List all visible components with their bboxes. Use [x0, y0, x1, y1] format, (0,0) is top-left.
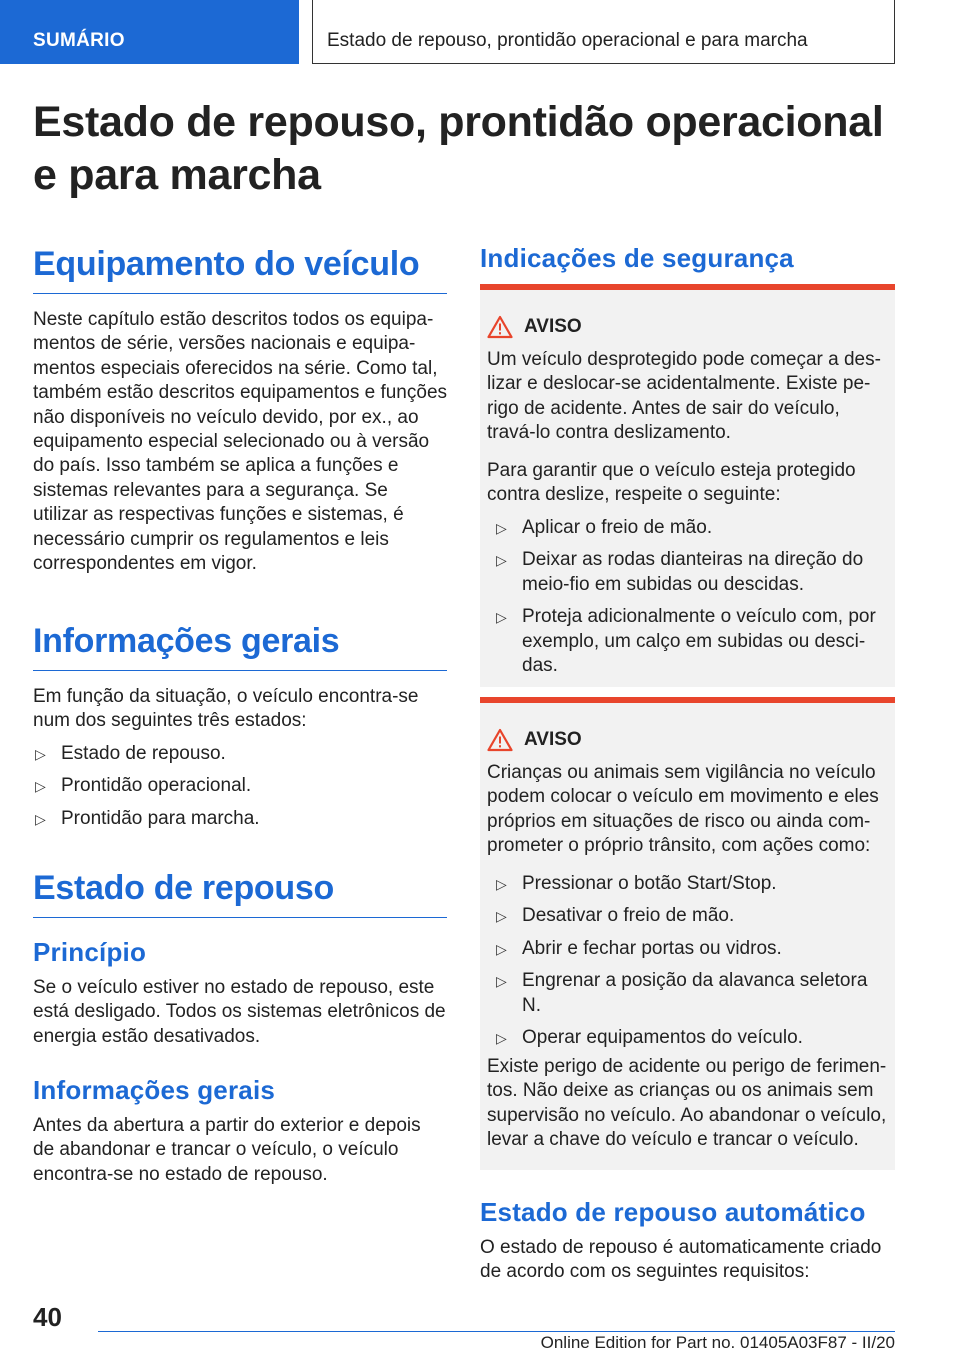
heading-informacoes-gerais-2: Informações gerais: [33, 1075, 276, 1105]
triangle-bullet-icon: ▷: [35, 810, 46, 827]
warning-body: Para garantir que o veículo esteja protegido contra deslize, respeite o seguinte:: [487, 460, 856, 506]
triangle-bullet-icon: ▷: [496, 520, 507, 536]
warning-box: [480, 284, 895, 687]
list-item: ▷ Aplicar o freio de mão.: [487, 516, 887, 540]
heading-equipamento: Equipamento do veículo: [33, 245, 447, 294]
triangle-bullet-icon: ▷: [496, 876, 507, 892]
list-item: ▷ Proteja adicionalmente o veículo com, por exemplo, um calço em subidas ou descidas.: [496, 606, 876, 677]
warning-list: [487, 516, 887, 686]
heading-estado-repouso: Estado de repouso: [33, 869, 447, 918]
triangle-bullet-icon: ▷: [35, 778, 46, 795]
informacoes-body: Em função da situação, o veículo encontra-se num dos seguintes três estados:: [33, 686, 419, 732]
warning-list: [487, 872, 887, 1058]
heading-informacoes-gerais: Informações gerais: [33, 622, 447, 671]
breadcrumb-label: Estado de repouso, prontidão operacional e para marcha: [327, 30, 808, 51]
warning-label: AVISO: [524, 729, 582, 750]
warning-triangle-icon: [487, 728, 513, 752]
list-item: ▷ Deixar as rodas dianteiras na direção do meio-fio em subidas ou descidas.: [496, 549, 864, 595]
warning-triangle-icon: [487, 315, 513, 339]
heading-seguranca: Indicações de segurança: [480, 243, 794, 273]
list-item: ▷ Estado de repouso.: [33, 742, 447, 766]
list-item: ▷ Engrenar a posição da alavanca seletora N.: [496, 970, 868, 1016]
edition-note: Online Edition for Part no. 01405A03F87 - II/20: [540, 1333, 895, 1352]
list-item: ▷ Abrir e fechar portas ou vidros.: [487, 937, 887, 961]
toc-tab-label: SUMÁRIO: [33, 30, 125, 51]
equipamento-body: Neste capítulo estão descritos todos os equipamentos de série, versões nacionais e equipamentos especiais oferecidos na série. Como tal, também estão descritos equipamentos e funções não disponíveis no veículo devido, por ex., ao equipamento especial selecionado ou à versão do país. Isso também se aplica a funções e sistemas relevantes para a segurança. Se utilizar as respectivas funções e sistemas, é necessário cumprir os regulamentos e leis correspondentes em vigor.: [33, 309, 448, 575]
warning-body: Crianças ou animais sem vigilância no veículo podem colocar o veículo em movimento e eles próprios em situações de risco ou ainda comprometer o próprio trânsito, com ações como:: [487, 762, 879, 857]
triangle-bullet-icon: ▷: [496, 552, 507, 569]
principio-body: Se o veículo estiver no estado de repouso, este está desligado. Todos os sistemas eletrônicos de energia estão desativados.: [33, 977, 446, 1047]
heading-principio: Princípio: [33, 937, 147, 967]
repouso-automatico-body: O estado de repouso é automaticamente criado de acordo com os seguintes requisitos:: [480, 1237, 882, 1283]
states-list: [33, 742, 447, 839]
informacoes-gerais-2-body: Antes da abertura a partir do exterior e depois de abandonar e trancar o veículo, o veículo encontra-se no estado de repouso.: [33, 1115, 421, 1185]
list-item: ▷ Prontidão operacional.: [33, 774, 447, 798]
list-item: ▷ Desativar o freio de mão.: [487, 904, 887, 928]
warning-body: Existe perigo de acidente ou perigo de ferimentos. Não deixe as crianças ou os animais sem supervisão no veículo. Ao abandonar o veículo, levar a chave do veículo e trancar o veículo.: [487, 1056, 887, 1151]
page-number: 40: [33, 1302, 62, 1332]
warning-box: [480, 697, 895, 1170]
triangle-bullet-icon: ▷: [496, 609, 507, 626]
triangle-bullet-icon: ▷: [35, 746, 46, 762]
list-item: ▷ Prontidão para marcha.: [33, 807, 447, 831]
triangle-bullet-icon: ▷: [496, 908, 507, 925]
page-title: Estado de repouso, prontidão operacional e para marcha: [33, 98, 884, 199]
triangle-bullet-icon: ▷: [496, 940, 507, 957]
footer-divider: [98, 1331, 895, 1332]
triangle-bullet-icon: ▷: [496, 973, 507, 990]
list-item: ▷ Operar equipamentos do veículo.: [487, 1026, 887, 1050]
toc-tab[interactable]: [0, 0, 299, 64]
warning-label: AVISO: [524, 316, 582, 337]
warning-body: Um veículo desprotegido pode começar a deslizar e deslocar-se acidentalmente. Existe perigo de acidente. Antes de sair do veículo, travá-lo contra deslizamento.: [487, 349, 881, 444]
triangle-bullet-icon: ▷: [496, 1030, 507, 1047]
breadcrumb: [312, 0, 895, 64]
heading-repouso-automatico: Estado de repouso automático: [480, 1197, 866, 1227]
list-item: ▷ Pressionar o botão Start/Stop.: [487, 872, 887, 896]
